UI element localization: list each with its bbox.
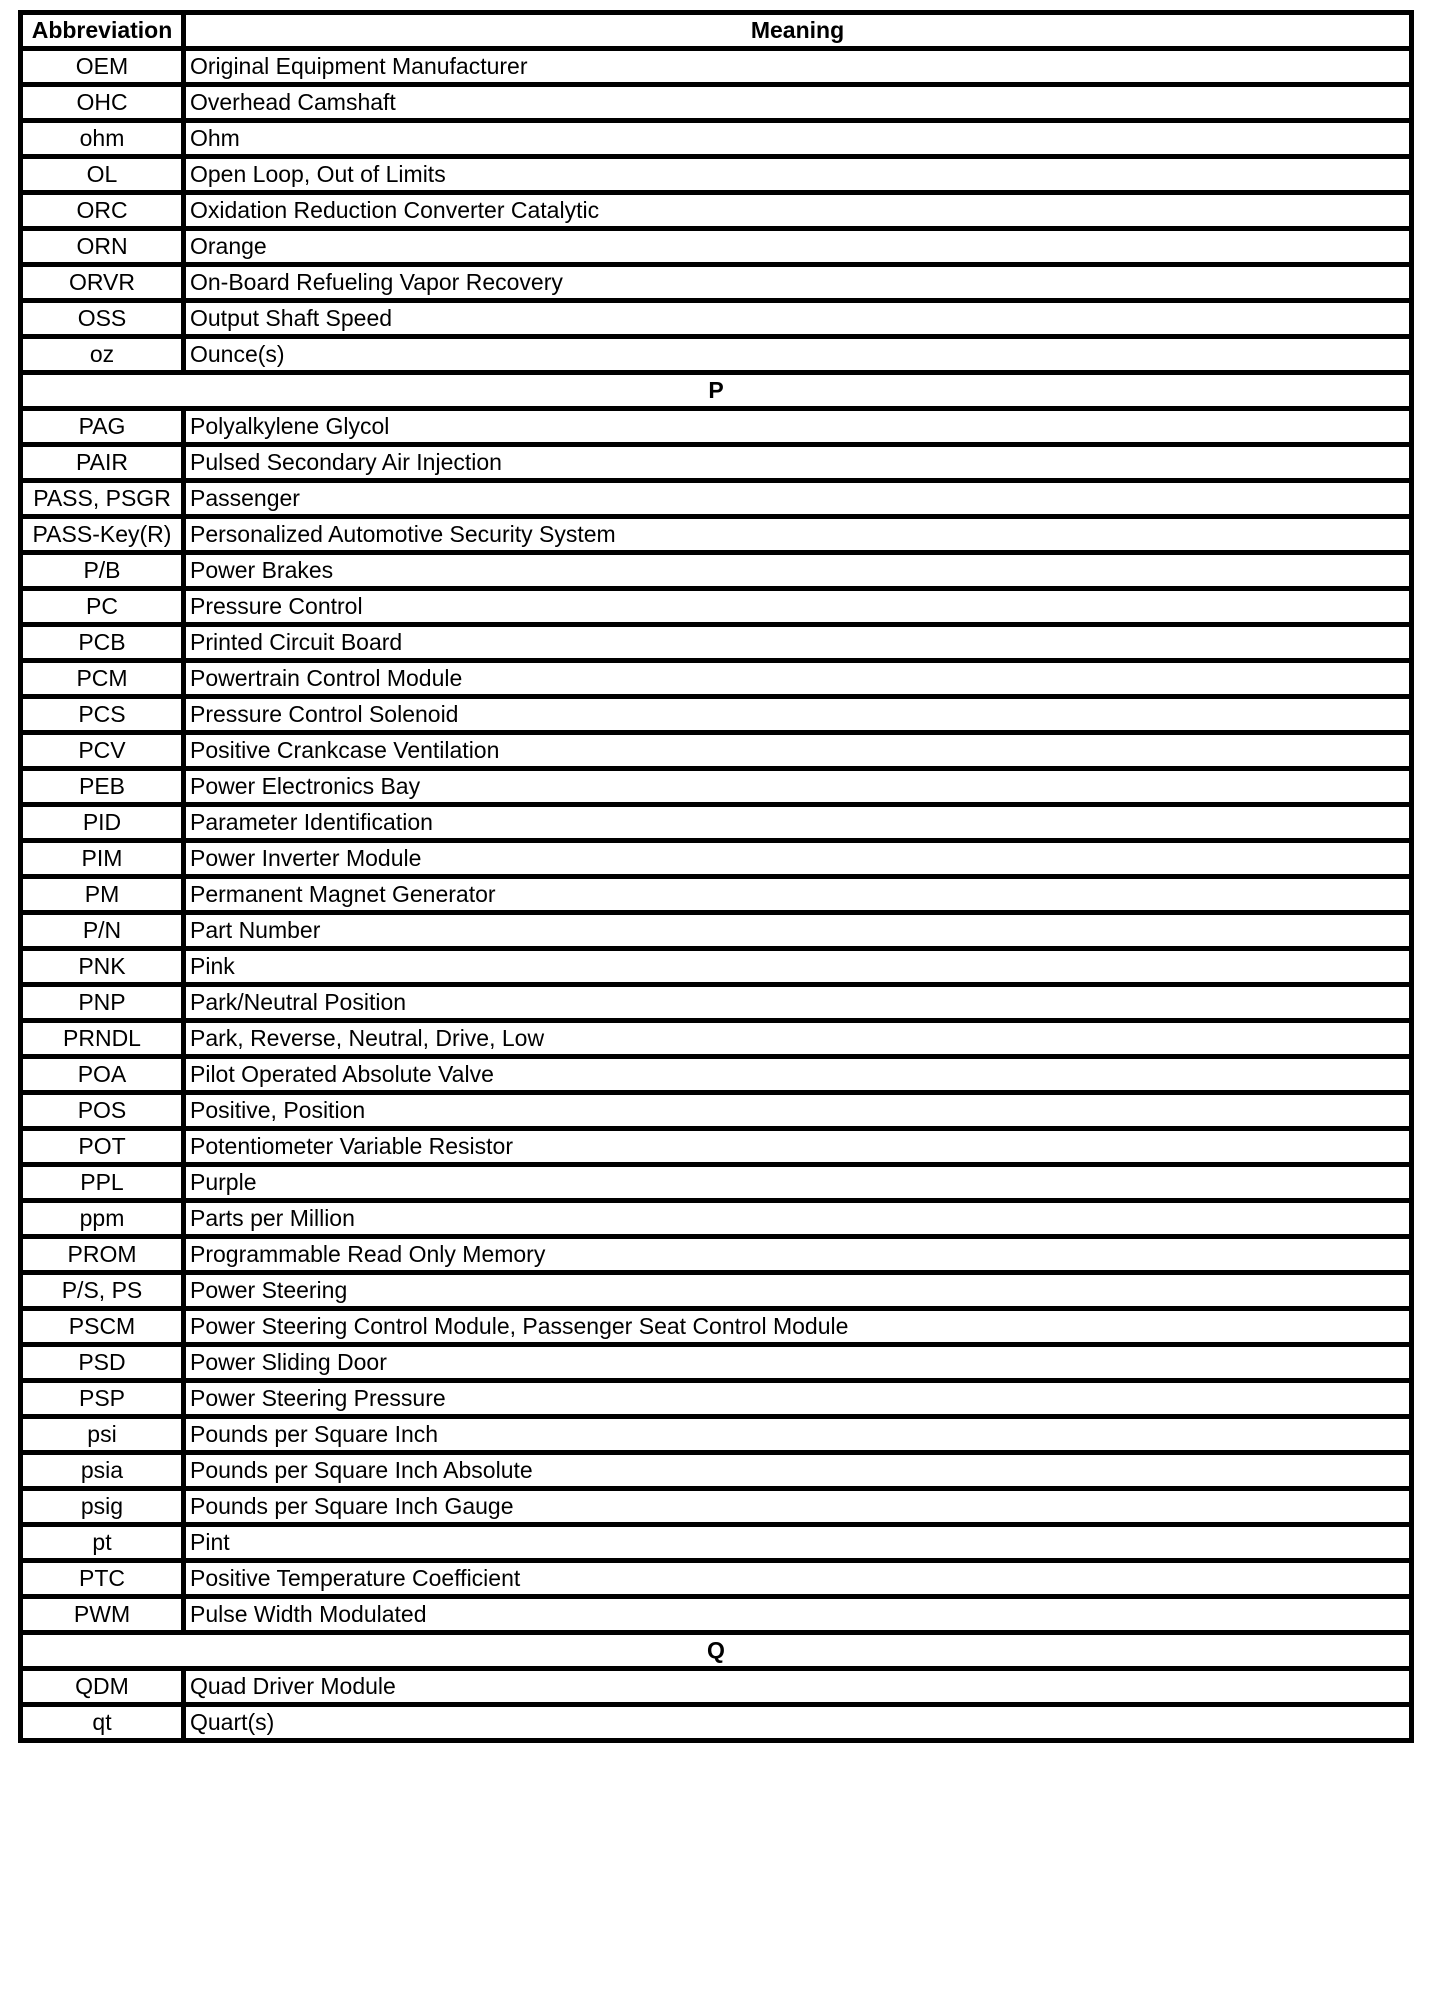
- abbreviation-cell: PSP: [21, 1381, 184, 1417]
- table-row: [21, 85, 1412, 121]
- table-row: [21, 877, 1412, 913]
- table-row: [21, 1057, 1412, 1093]
- meaning-cell: Programmable Read Only Memory: [184, 1237, 1412, 1273]
- abbreviation-cell: ohm: [21, 121, 184, 157]
- meaning-cell: Overhead Camshaft: [184, 85, 1412, 121]
- table-row: [21, 1129, 1412, 1165]
- meaning-cell: Park, Reverse, Neutral, Drive, Low: [184, 1021, 1412, 1057]
- section-heading: P: [21, 373, 1412, 409]
- table-row: [21, 985, 1412, 1021]
- meaning-cell: Pilot Operated Absolute Valve: [184, 1057, 1412, 1093]
- section-heading: Q: [21, 1633, 1412, 1669]
- abbreviation-cell: PNP: [21, 985, 184, 1021]
- table-row: [21, 229, 1412, 265]
- meaning-cell: Parameter Identification: [184, 805, 1412, 841]
- table-row: [21, 697, 1412, 733]
- table-row: [21, 1597, 1412, 1633]
- table-row: [21, 49, 1412, 85]
- table-body: [21, 49, 1412, 1741]
- abbreviation-cell: PAG: [21, 409, 184, 445]
- abbreviation-cell: PIM: [21, 841, 184, 877]
- meaning-cell: Positive, Position: [184, 1093, 1412, 1129]
- abbreviation-cell: POT: [21, 1129, 184, 1165]
- table-row: [21, 1525, 1412, 1561]
- table-row: [21, 193, 1412, 229]
- abbreviation-cell: psia: [21, 1453, 184, 1489]
- table-row: [21, 1021, 1412, 1057]
- table-row: [21, 913, 1412, 949]
- abbreviation-cell: P/S, PS: [21, 1273, 184, 1309]
- abbreviation-cell: PID: [21, 805, 184, 841]
- table-row: [21, 625, 1412, 661]
- abbreviation-cell: P/B: [21, 553, 184, 589]
- header-row: [21, 13, 1412, 49]
- table-row: [21, 1669, 1412, 1705]
- table-row: [21, 733, 1412, 769]
- abbreviation-cell: POA: [21, 1057, 184, 1093]
- meaning-cell: Original Equipment Manufacturer: [184, 49, 1412, 85]
- meaning-cell: Park/Neutral Position: [184, 985, 1412, 1021]
- table-row: [21, 1417, 1412, 1453]
- meaning-cell: Pounds per Square Inch Absolute: [184, 1453, 1412, 1489]
- table-row: [21, 1345, 1412, 1381]
- meaning-cell: Pounds per Square Inch Gauge: [184, 1489, 1412, 1525]
- section-row: [21, 1633, 1412, 1669]
- header-meaning: Meaning: [184, 13, 1412, 49]
- abbreviation-cell: ORVR: [21, 265, 184, 301]
- meaning-cell: Purple: [184, 1165, 1412, 1201]
- abbreviation-cell: PCM: [21, 661, 184, 697]
- table-row: [21, 481, 1412, 517]
- table-row: [21, 121, 1412, 157]
- meaning-cell: Pounds per Square Inch: [184, 1417, 1412, 1453]
- abbreviation-cell: PWM: [21, 1597, 184, 1633]
- abbreviation-cell: OHC: [21, 85, 184, 121]
- meaning-cell: Ohm: [184, 121, 1412, 157]
- meaning-cell: Permanent Magnet Generator: [184, 877, 1412, 913]
- table-row: [21, 1309, 1412, 1345]
- meaning-cell: Orange: [184, 229, 1412, 265]
- meaning-cell: Pink: [184, 949, 1412, 985]
- meaning-cell: Pulse Width Modulated: [184, 1597, 1412, 1633]
- abbreviation-cell: PNK: [21, 949, 184, 985]
- abbreviation-cell: PRNDL: [21, 1021, 184, 1057]
- abbreviation-cell: PCS: [21, 697, 184, 733]
- header-abbreviation: Abbreviation: [21, 13, 184, 49]
- table-row: [21, 157, 1412, 193]
- table-row: [21, 409, 1412, 445]
- meaning-cell: Ounce(s): [184, 337, 1412, 373]
- meaning-cell: Pulsed Secondary Air Injection: [184, 445, 1412, 481]
- abbreviation-cell: ppm: [21, 1201, 184, 1237]
- meaning-cell: Oxidation Reduction Converter Catalytic: [184, 193, 1412, 229]
- abbreviation-cell: PTC: [21, 1561, 184, 1597]
- table-row: [21, 1381, 1412, 1417]
- abbreviation-cell: PSD: [21, 1345, 184, 1381]
- table-row: [21, 445, 1412, 481]
- abbreviation-cell: OSS: [21, 301, 184, 337]
- abbreviation-cell: PCB: [21, 625, 184, 661]
- table-row: [21, 1201, 1412, 1237]
- table-row: [21, 265, 1412, 301]
- table-row: [21, 1093, 1412, 1129]
- abbreviation-cell: oz: [21, 337, 184, 373]
- meaning-cell: Quart(s): [184, 1705, 1412, 1741]
- table-row: [21, 1489, 1412, 1525]
- table-row: [21, 1705, 1412, 1741]
- meaning-cell: Quad Driver Module: [184, 1669, 1412, 1705]
- abbreviation-cell: PPL: [21, 1165, 184, 1201]
- table-row: [21, 1561, 1412, 1597]
- abbreviation-cell: PSCM: [21, 1309, 184, 1345]
- abbreviation-cell: P/N: [21, 913, 184, 949]
- table-row: [21, 949, 1412, 985]
- abbreviation-table: [18, 10, 1414, 1743]
- meaning-cell: Power Steering Pressure: [184, 1381, 1412, 1417]
- abbreviation-cell: PASS, PSGR: [21, 481, 184, 517]
- table-row: [21, 553, 1412, 589]
- meaning-cell: Passenger: [184, 481, 1412, 517]
- table-row: [21, 1453, 1412, 1489]
- table-row: [21, 841, 1412, 877]
- abbreviation-cell: PCV: [21, 733, 184, 769]
- abbreviation-cell: ORC: [21, 193, 184, 229]
- meaning-cell: Part Number: [184, 913, 1412, 949]
- abbreviation-cell: OL: [21, 157, 184, 193]
- meaning-cell: Pressure Control Solenoid: [184, 697, 1412, 733]
- abbreviation-cell: OEM: [21, 49, 184, 85]
- meaning-cell: Output Shaft Speed: [184, 301, 1412, 337]
- section-row: [21, 373, 1412, 409]
- table-row: [21, 1165, 1412, 1201]
- abbreviation-cell: PC: [21, 589, 184, 625]
- meaning-cell: Potentiometer Variable Resistor: [184, 1129, 1412, 1165]
- table-row: [21, 301, 1412, 337]
- abbreviation-cell: PM: [21, 877, 184, 913]
- table-row: [21, 517, 1412, 553]
- meaning-cell: On-Board Refueling Vapor Recovery: [184, 265, 1412, 301]
- meaning-cell: Printed Circuit Board: [184, 625, 1412, 661]
- abbreviation-cell: psig: [21, 1489, 184, 1525]
- abbreviation-cell: PROM: [21, 1237, 184, 1273]
- meaning-cell: Power Sliding Door: [184, 1345, 1412, 1381]
- abbreviation-cell: PAIR: [21, 445, 184, 481]
- table-row: [21, 661, 1412, 697]
- abbreviation-cell: pt: [21, 1525, 184, 1561]
- meaning-cell: Power Brakes: [184, 553, 1412, 589]
- meaning-cell: Positive Crankcase Ventilation: [184, 733, 1412, 769]
- meaning-cell: Power Electronics Bay: [184, 769, 1412, 805]
- abbreviation-cell: QDM: [21, 1669, 184, 1705]
- meaning-cell: Open Loop, Out of Limits: [184, 157, 1412, 193]
- meaning-cell: Pint: [184, 1525, 1412, 1561]
- table-row: [21, 1273, 1412, 1309]
- abbreviation-cell: psi: [21, 1417, 184, 1453]
- abbreviation-cell: qt: [21, 1705, 184, 1741]
- table-row: [21, 769, 1412, 805]
- table-row: [21, 337, 1412, 373]
- meaning-cell: Positive Temperature Coefficient: [184, 1561, 1412, 1597]
- meaning-cell: Power Steering: [184, 1273, 1412, 1309]
- table-row: [21, 1237, 1412, 1273]
- meaning-cell: Parts per Million: [184, 1201, 1412, 1237]
- meaning-cell: Powertrain Control Module: [184, 661, 1412, 697]
- abbreviation-cell: PASS-Key(R): [21, 517, 184, 553]
- abbreviation-cell: ORN: [21, 229, 184, 265]
- meaning-cell: Personalized Automotive Security System: [184, 517, 1412, 553]
- meaning-cell: Power Inverter Module: [184, 841, 1412, 877]
- abbreviation-cell: PEB: [21, 769, 184, 805]
- table-row: [21, 805, 1412, 841]
- meaning-cell: Pressure Control: [184, 589, 1412, 625]
- meaning-cell: Polyalkylene Glycol: [184, 409, 1412, 445]
- table-row: [21, 589, 1412, 625]
- abbreviation-cell: POS: [21, 1093, 184, 1129]
- meaning-cell: Power Steering Control Module, Passenger Seat Control Module: [184, 1309, 1412, 1345]
